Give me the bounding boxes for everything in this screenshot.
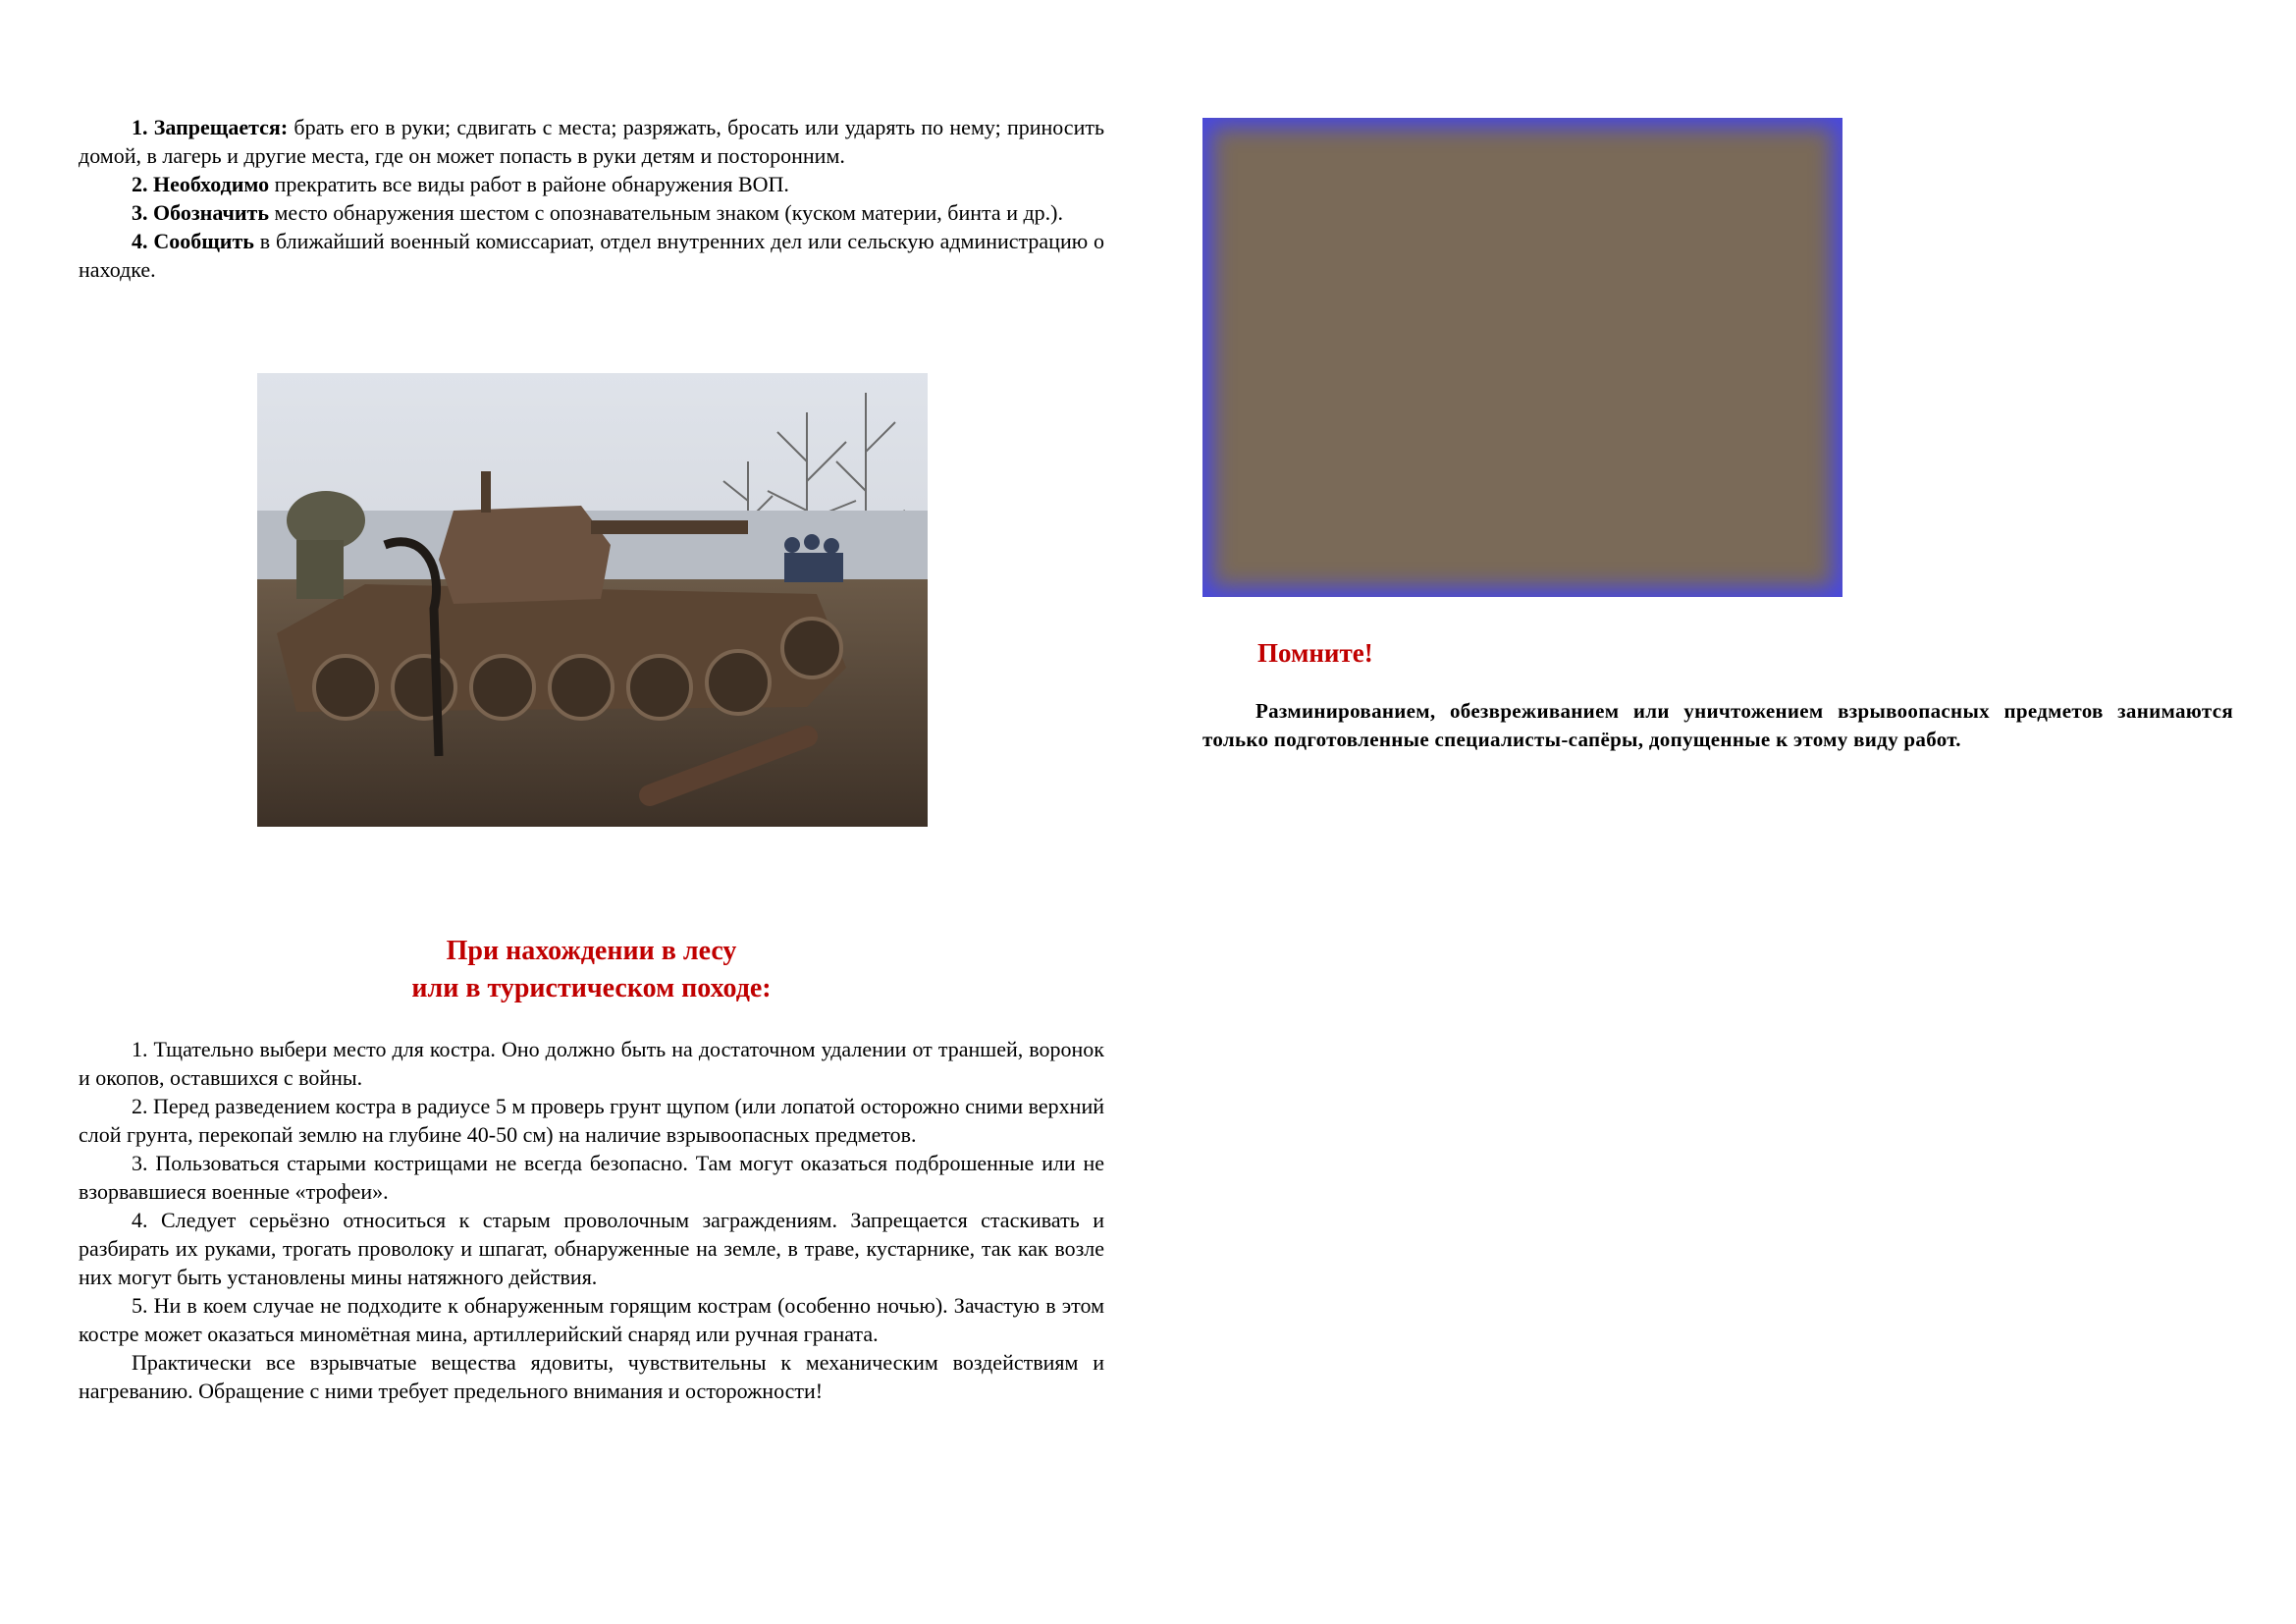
sappers-photo (1202, 118, 1842, 597)
rule-1-lead: 1. Запрещается: (132, 115, 289, 139)
forest-item-2: 2. Перед разведением костра в радиусе 5 м проверь грунт щупом (или лопатой осторожно сними верхний слой грунта, перекопай землю на глубине 40-50 см) на наличие взрывоопасных предметов. (79, 1094, 1104, 1147)
rule-4-lead: 4. Сообщить (132, 229, 254, 253)
spacer (1202, 670, 2233, 697)
forest-section (79, 933, 1104, 1405)
rule-2-lead: 2. Необходимо (132, 172, 270, 196)
rule-2 (79, 170, 1104, 198)
rule-3-lead: 3. Обозначить (132, 200, 269, 225)
rule-3 (79, 198, 1104, 227)
rule-1 (79, 113, 1104, 170)
rule-4-text: в ближайший военный комиссариат, отдел внутренних дел или сельскую администрацию о находке. (79, 229, 1105, 282)
spacer (79, 1007, 1104, 1035)
remember-text: Разминированием, обезвреживанием или уничтожением взрывоопасных предметов занимаются только подготовленные специалисты-сапёры, допущенные к этому виду работ. (1202, 699, 2233, 751)
forest-item-4: 4. Следует серьёзно относиться к старым проволочным заграждениям. Запрещается стаскивать и разбирать их руками, трогать проволоку и шпагат, обнаруженные на земле, в траве, кустарнике, так как возле них могут быть установлены мины натяжного действия. (79, 1208, 1104, 1289)
forest-heading-line-1: При нахождении в лесу (446, 936, 737, 966)
rule-4 (79, 227, 1104, 284)
tank-photo (257, 373, 928, 827)
forest-heading-line-2: или в туристическом походе: (411, 973, 772, 1003)
forest-conclusion: Практически все взрывчатые вещества ядовиты, чувствительны к механическим воздействиям и нагреванию. Обращение с ними требует предельного внимания и осторожности! (79, 1350, 1104, 1403)
forest-item-3: 3. Пользоваться старыми кострищами не всегда безопасно. Там могут оказаться подброшенные или не взорвавшиеся военные «трофеи». (79, 1151, 1104, 1204)
forest-item-5: 5. Ни в коем случае не подходите к обнаруженным горящим кострам (особенно ночью). Зачастую в этом костре может оказаться миномётная мина, артиллерийский снаряд или ручная граната. (79, 1293, 1104, 1346)
forest-item-1: 1. Тщательно выбери место для костра. Оно должно быть на достаточном удалении от траншей, воронок и окопов, оставшихся с войны. (79, 1037, 1104, 1090)
rule-2-text: прекратить все виды работ в районе обнаружения ВОП. (269, 172, 789, 196)
remember-section (1202, 636, 2233, 754)
remember-heading: Помните! (1257, 638, 1373, 668)
rule-3-text: место обнаружения шестом с опознавательным знаком (куском материи, бинта и др.). (268, 200, 1063, 225)
rule-1-text: брать его в руки; сдвигать с места; разряжать, бросать или ударять по нему; приносить домой, в лагерь и другие места, где он может попасть в руки детям и посторонним. (79, 115, 1104, 168)
left-column (79, 113, 1104, 284)
